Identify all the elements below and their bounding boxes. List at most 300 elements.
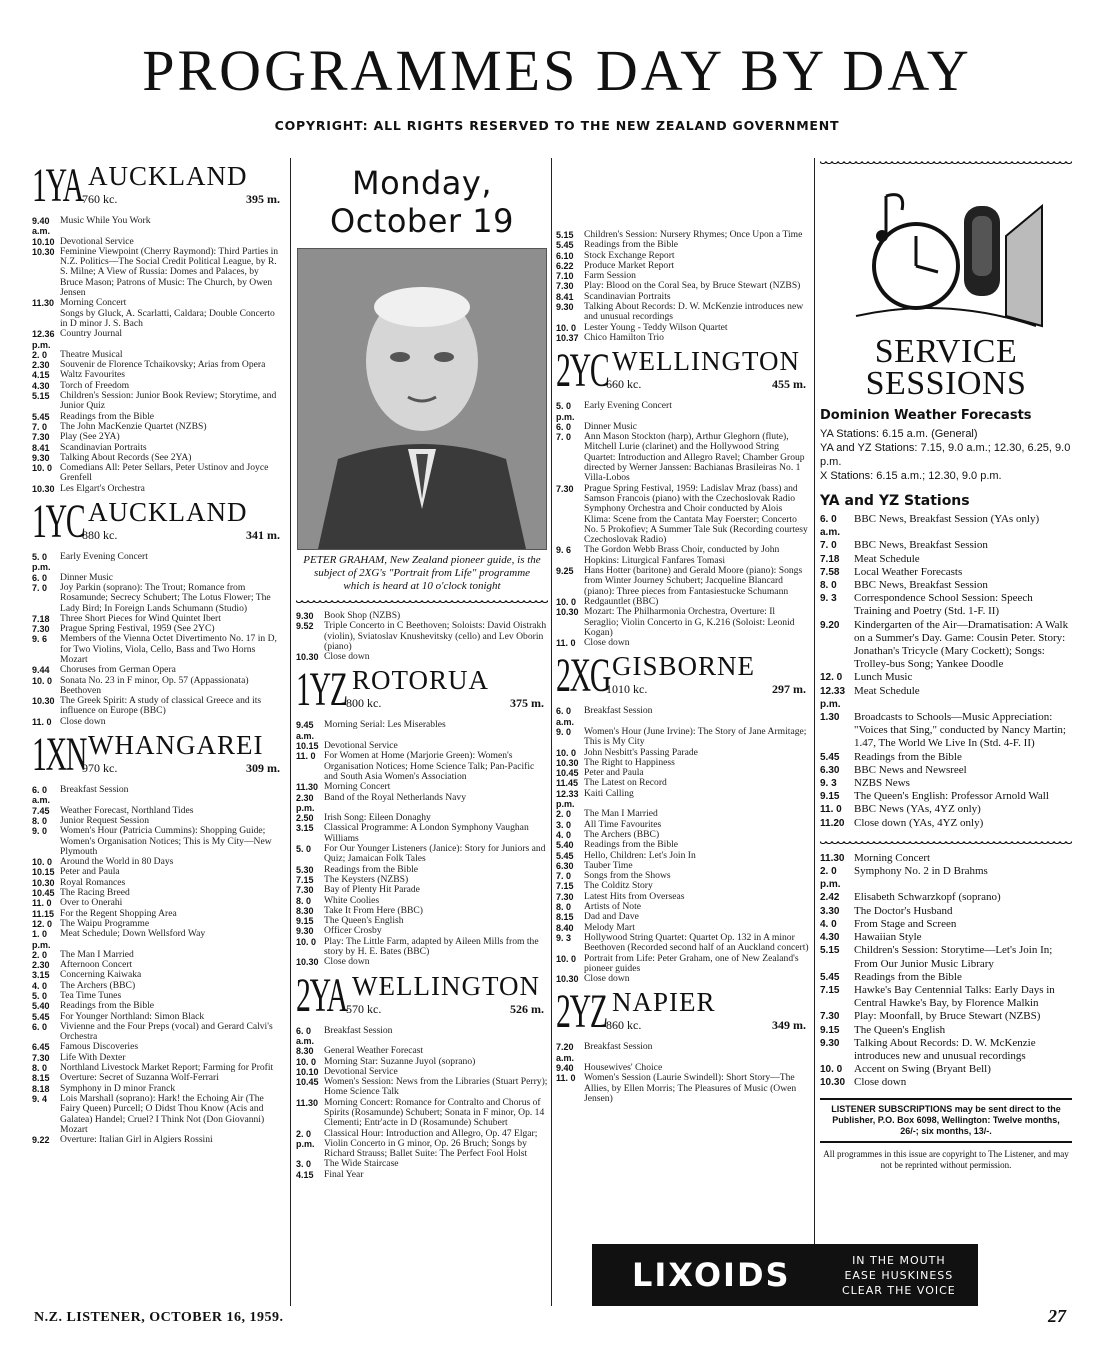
column-1 xyxy=(32,158,284,1306)
programme-title: Junior Request Session xyxy=(60,814,150,826)
programme-entry xyxy=(556,432,810,483)
programme-entry xyxy=(32,696,284,717)
column-rule xyxy=(814,158,815,1306)
programme-list xyxy=(556,230,810,343)
programme-time: 10.30 xyxy=(556,974,579,985)
programme-list xyxy=(556,1042,810,1104)
programme-title: Devotional Service xyxy=(324,1065,398,1077)
programme-list xyxy=(556,706,810,984)
service-title: Accent on Swing (Bryant Bell) xyxy=(854,1063,991,1076)
station-frequency: 760 kc. xyxy=(82,192,118,206)
programme-time: 10.30 xyxy=(556,757,579,768)
programme-entry xyxy=(556,840,810,850)
station-call-sign: 2YA xyxy=(296,968,347,1022)
programme-time: 10. 0 xyxy=(556,953,577,964)
programme-list xyxy=(32,785,284,1145)
service-time: 8. 0 xyxy=(820,580,837,592)
programme-time: 11. 0 xyxy=(32,898,52,909)
service-title: Close down (YAs, 4YZ only) xyxy=(854,816,984,829)
programme-time: 7.30 xyxy=(556,483,574,494)
programme-time: 7.30 xyxy=(556,281,574,292)
programme-time: 5. 0 xyxy=(32,991,48,1001)
programme-time: 4.15 xyxy=(32,370,50,381)
programme-title: Les Elgart's Orchestra xyxy=(60,482,145,494)
programme-title: Readings from the Bible xyxy=(584,839,679,851)
station-call-sign: 2XG xyxy=(556,649,611,703)
dateline: Monday, October 19 xyxy=(330,164,514,240)
programme-title: The Archers (BBC) xyxy=(584,828,660,840)
service-entry xyxy=(820,852,1072,865)
programme-title: Housewives' Choice xyxy=(584,1062,663,1073)
programme-title: Feminine Viewpoint (Cherry Raymond): Third Parties in N.Z. Politics—The Social Credit Political League, by R. S. Milne; A View of Russia: Domes and Palaces, by Bruce Mason; Patrons of Music: The Church, by Owen Jensen xyxy=(60,245,279,299)
programme-time: 8.30 xyxy=(296,1046,314,1057)
programme-time: 10. 0 xyxy=(556,747,577,758)
service-time: 9.20 xyxy=(820,619,840,631)
programme-time: 7.15 xyxy=(556,881,574,892)
station-header-2ya xyxy=(296,968,548,1022)
service-time: 12. 0 xyxy=(820,672,843,684)
programme-entry xyxy=(32,484,284,494)
programme-time: 10.15 xyxy=(296,741,319,752)
programme-time: 7.20 a.m. xyxy=(556,1042,575,1063)
programme-time: 8.15 xyxy=(556,912,574,923)
programme-title: Talking About Records (See 2YA) xyxy=(60,451,192,463)
programme-title: The John MacKenzie Quartet (NZBS) xyxy=(60,420,207,432)
service-entry xyxy=(820,1037,1072,1063)
programme-title: The Keysters (NZBS) xyxy=(324,873,409,885)
programme-time: 5.45 xyxy=(32,411,50,422)
programme-time: 5.45 xyxy=(32,1011,50,1022)
programme-entry xyxy=(556,333,810,343)
radio-clock-icon xyxy=(846,176,1046,336)
programme-title: Breakfast Session xyxy=(324,1024,393,1036)
service-time: 2.42 xyxy=(820,892,840,904)
programme-time: 9.30 xyxy=(32,452,50,463)
station-header-1xn xyxy=(32,728,284,782)
service-entry xyxy=(820,984,1072,1010)
programme-title: Torch of Freedom xyxy=(60,379,130,391)
programme-entry xyxy=(556,484,810,546)
programme-entry xyxy=(556,706,810,727)
programme-time: 5.15 xyxy=(556,230,574,240)
service-title: BBC News (YAs, 4YZ only) xyxy=(854,803,981,816)
programme-title: Peter and Paula xyxy=(584,767,644,779)
station-wavelength: 341 m. xyxy=(246,528,280,543)
service-entry xyxy=(820,751,1072,764)
programme-title: Weather Forecast, Northland Tides xyxy=(60,804,194,816)
divider xyxy=(820,160,1072,166)
programme-title: Concerning Kaiwaka xyxy=(60,969,142,981)
service-entry xyxy=(820,619,1072,672)
programme-time: 8.41 xyxy=(32,442,50,453)
programme-entry xyxy=(32,463,284,484)
programme-title: Over to Onerahi xyxy=(60,897,123,909)
station-city: WELLINGTON xyxy=(612,346,800,377)
programme-title: Mozart: The Philharmonia Orchestra, Overture: Il Seraglio; Violin Concerto in G, K.216 (Soloist: Leonid Kogan) xyxy=(584,606,795,638)
programme-title: Play (See 2YA) xyxy=(60,431,120,443)
service-time: 9.30 xyxy=(820,1037,840,1049)
programme-title: Choruses from German Opera xyxy=(60,664,176,676)
weather-line: YA and YZ Stations: 7.15, 9.0 a.m.; 12.30, 6.25, 9.0 p.m. xyxy=(820,442,1071,468)
service-title: Children's Session: Storytime—Let's Join In; From Our Junior Music Library xyxy=(854,944,1053,970)
programme-entry xyxy=(32,1094,284,1135)
service-title: Readings from the Bible xyxy=(854,970,962,983)
service-title: The Queen's English: Professor Arnold Wall xyxy=(854,790,1049,803)
programme-time: 7. 0 xyxy=(556,432,572,443)
programme-time: 7.30 xyxy=(32,432,50,443)
programme-title: Readings from the Bible xyxy=(60,410,155,422)
programme-time: 11.30 xyxy=(296,1097,319,1108)
station-frequency: 880 kc. xyxy=(82,528,118,543)
service-time: 11.30 xyxy=(820,852,845,864)
programme-entry xyxy=(556,401,810,422)
service-entry xyxy=(820,1063,1072,1076)
programme-title: Chico Hamilton Trio xyxy=(584,331,664,343)
programme-time: 10.30 xyxy=(32,877,55,888)
programme-title: Lester Young - Teddy Wilson Quartet xyxy=(584,321,728,333)
service-time: 9. 3 xyxy=(820,778,837,790)
station-wavelength: 309 m. xyxy=(246,761,280,776)
programme-title: Children's Session: Nursery Rhymes; Once Upon a Time xyxy=(584,229,803,240)
programme-time: 11. 0 xyxy=(556,638,576,649)
programme-title: Latest Hits from Overseas xyxy=(584,890,685,902)
programme-title: Meat Schedule; Down Wellsford Way xyxy=(60,928,206,940)
programme-title: Final Year xyxy=(324,1168,364,1180)
programme-time: 5.40 xyxy=(556,840,574,851)
service-time: 5.45 xyxy=(820,751,840,763)
programme-title: The Waipu Programme xyxy=(60,917,150,929)
programme-title: Famous Discoveries xyxy=(60,1041,139,1053)
programme-time: 5.15 xyxy=(32,391,50,402)
programme-time: 9.40 a.m. xyxy=(32,216,51,237)
programme-entry xyxy=(296,957,548,967)
programme-time: 5. 0 xyxy=(296,844,312,855)
programme-entry xyxy=(296,1026,548,1047)
programme-time: 9.22 xyxy=(32,1135,50,1146)
service-entry xyxy=(820,671,1072,684)
programme-time: 9.30 xyxy=(296,926,314,937)
programme-title: The Right to Happiness xyxy=(584,756,675,768)
programme-time: 10. 0 xyxy=(32,675,53,686)
service-entry xyxy=(820,905,1072,918)
programme-time: 7.10 xyxy=(556,271,574,282)
programme-time: 1. 0 p.m. xyxy=(32,929,51,950)
programme-title: Devotional Service xyxy=(324,740,398,752)
programme-time: 7.18 xyxy=(32,613,50,624)
service-time: 12.33 p.m. xyxy=(820,685,846,710)
station-frequency: 970 kc. xyxy=(82,761,118,776)
napier-list xyxy=(820,852,1072,1090)
programme-time: 9. 6 xyxy=(556,545,572,556)
programme-list xyxy=(32,552,284,727)
programme-time: 8.30 xyxy=(296,905,314,916)
programme-time: 2. 0 p.m. xyxy=(296,1128,315,1149)
programme-title: Life With Dexter xyxy=(60,1051,126,1063)
programme-time: 2. 0 xyxy=(556,809,572,820)
station-city: ROTORUA xyxy=(352,665,490,696)
programme-title: Women's Hour (June Irvine): The Story of Jane Armitage; This is My City xyxy=(584,725,807,748)
programme-entry xyxy=(556,566,810,597)
programme-time: 8. 0 xyxy=(32,1063,48,1074)
programme-title: Women's Hour (Patricia Cummins): Shopping Guide; Women's Organisation Notices; This is My City—New Plymouth xyxy=(60,825,272,857)
programme-title: Dad and Dave xyxy=(584,911,639,923)
weather-heading: Dominion Weather Forecasts xyxy=(820,408,1032,423)
service-entry xyxy=(820,777,1072,790)
programme-time: 10.10 xyxy=(296,1066,319,1077)
programme-entry xyxy=(296,793,548,814)
programme-time: 2. 0 xyxy=(32,349,48,360)
programme-time: 3.15 xyxy=(32,970,50,981)
service-time: 2. 0 p.m. xyxy=(820,866,841,891)
programme-title: All Time Favourites xyxy=(584,818,662,830)
service-time: 7.58 xyxy=(820,566,840,578)
programme-title: Band of the Royal Netherlands Navy xyxy=(324,791,467,803)
service-entry xyxy=(820,553,1072,566)
programme-time: 12.33 p.m. xyxy=(556,788,579,810)
programme-entry xyxy=(32,432,284,442)
station-header-1yz xyxy=(296,663,548,717)
programme-time: 9.15 xyxy=(296,916,314,927)
programme-time: 12. 0 xyxy=(32,918,53,929)
subscriptions-notice: LISTENER SUBSCRIPTIONS may be sent direct to the Publisher, P.O. Box 6098, Wellington: Twelve months, 26/-; six months, 13/-. xyxy=(820,1098,1072,1143)
programme-time: 5. 0 p.m. xyxy=(556,401,575,422)
programme-time: 8. 0 xyxy=(32,815,48,826)
programme-list xyxy=(296,720,548,967)
programme-title: Royal Romances xyxy=(60,876,126,888)
programme-time: 7. 0 xyxy=(32,582,48,593)
column-4 xyxy=(820,158,1072,1306)
service-time: 7. 0 xyxy=(820,540,837,552)
programme-entry xyxy=(296,1098,548,1129)
programme-time xyxy=(32,309,60,330)
programme-time: 4.30 xyxy=(32,380,50,391)
station-header-1yc xyxy=(32,495,284,549)
station-header-2yc xyxy=(556,344,810,398)
programme-title: Melody Mart xyxy=(584,921,635,933)
programme-time: 10.45 xyxy=(296,1077,319,1088)
station-wavelength: 526 m. xyxy=(510,1001,544,1016)
programme-time: 9.30 xyxy=(296,611,314,621)
programme-entry xyxy=(32,929,284,950)
programme-time: 10.30 xyxy=(32,696,55,707)
programme-title: Readings from the Bible xyxy=(324,863,419,875)
service-time: 9. 3 xyxy=(820,593,837,605)
programme-time: 6. 0 xyxy=(556,421,572,432)
programme-title: Morning Concert: Romance for Contralto and Chorus of Spirits (Rosamunde) Schubert; Sonata in F minor, Op. 14 Clementi; Entr'acte in D (Rosamunde) Schubert xyxy=(324,1096,545,1129)
programme-title: Readings from the Bible xyxy=(60,1000,155,1012)
programme-title: For Younger Northland: Simon Black xyxy=(60,1010,205,1022)
service-entry xyxy=(820,891,1072,904)
page-number: 27 xyxy=(1048,1306,1066,1326)
service-title: Talking About Records: D. W. McKenzie introduces new and unusual recordings xyxy=(854,1036,1036,1062)
service-title: Correspondence School Session: Speech Training and Poetry (Std. 1-F. II) xyxy=(854,592,1033,618)
copyright-line: COPYRIGHT: ALL RIGHTS RESERVED TO THE NEW ZEALAND GOVERNMENT xyxy=(274,118,840,133)
station-frequency: 860 kc. xyxy=(606,1018,642,1033)
programme-time: 9. 3 xyxy=(556,932,572,943)
service-time: 9.15 xyxy=(820,791,840,803)
station-call-sign: 1YA xyxy=(32,159,83,212)
service-title: The Doctor's Husband xyxy=(854,904,953,917)
programme-title: Breakfast Session xyxy=(60,784,129,796)
programme-title: Devotional Service xyxy=(60,235,134,247)
station-frequency: 1010 kc. xyxy=(606,682,648,697)
ad-slogan xyxy=(842,1253,956,1298)
programme-title: The Greek Spirit: A study of classical Greece and its influence on Europe (BBC) xyxy=(60,695,262,717)
service-time: 3.30 xyxy=(820,905,840,917)
divider xyxy=(820,840,1072,846)
programme-title: Afternoon Concert xyxy=(60,959,133,971)
programme-time: 6. 0 xyxy=(32,1021,48,1032)
programme-title: Dinner Music xyxy=(60,571,114,583)
programme-entry xyxy=(296,885,548,895)
programme-title: Prague Spring Festival, 1959 (See 2YC) xyxy=(60,623,215,635)
programme-time: 8.41 xyxy=(556,291,574,302)
programme-title: John Nesbitt's Passing Parade xyxy=(584,746,698,758)
service-title-line2: SESSIONS xyxy=(865,365,1027,402)
column-rule xyxy=(290,158,291,1306)
service-title: BBC News and Newsreel xyxy=(854,763,967,776)
programme-time: 10. 0 xyxy=(296,936,317,947)
service-entry xyxy=(820,865,1072,891)
programme-entry xyxy=(32,216,284,237)
station-city: AUCKLAND xyxy=(88,161,248,191)
service-title: Symphony No. 2 in D Brahms xyxy=(854,865,988,878)
copyright-notice: All programmes in this issue are copyright to The Listener, and may not be reprinted without permission. xyxy=(823,1148,1069,1170)
service-time: 6. 0 a.m. xyxy=(820,514,841,539)
service-time: 5.45 xyxy=(820,971,840,983)
programme-title: The Racing Breed xyxy=(60,887,130,899)
programme-entry xyxy=(296,1046,548,1056)
service-title: Hawke's Bay Centennial Talks: Early Days in Central Hawke's Bay, by Florence Malkin xyxy=(854,983,1055,1010)
programme-time: 10. 0 xyxy=(32,857,53,868)
ad-slogan-line: EASE HUSKINESS xyxy=(844,1268,954,1282)
service-entry xyxy=(820,711,1072,751)
service-entry xyxy=(820,790,1072,803)
programme-time: 7.30 xyxy=(32,1052,50,1063)
programme-title: The Colditz Story xyxy=(584,880,653,892)
programme-time: 8. 0 xyxy=(296,895,312,906)
service-time: 9.15 xyxy=(820,1024,840,1036)
programme-time: 4. 0 xyxy=(556,829,572,840)
programme-title: Northland Livestock Market Report; Farming for Profit xyxy=(60,1062,274,1074)
programme-time: 9.45 a.m. xyxy=(296,720,315,741)
programme-entry xyxy=(296,621,548,652)
page-headline: PROGRAMMES DAY BY DAY xyxy=(142,38,972,103)
programme-title: Artists of Note xyxy=(584,901,642,913)
programme-title: The Man I Married xyxy=(584,808,658,820)
station-frequency: 660 kc. xyxy=(606,377,642,392)
programme-title: Hollywood String Quartet: Quartet Op. 132 in A minor Beethoven (Recorded second half of an Auckland concert) xyxy=(584,931,809,954)
programme-title: Early Evening Concert xyxy=(584,400,672,412)
yayz-list xyxy=(820,513,1072,830)
programme-time: 5.40 xyxy=(32,1001,50,1012)
programme-list xyxy=(32,216,284,494)
programme-title: Talking About Records: D. W. McKenzie introduces new and unusual recordings xyxy=(584,301,804,323)
programme-title: Take It From Here (BBC) xyxy=(324,904,423,916)
programme-time: 6. 0 a.m. xyxy=(296,1025,315,1046)
programme-title: Produce Market Report xyxy=(584,259,675,271)
service-title: Local Weather Forecasts xyxy=(854,565,963,578)
programme-title: Farm Session xyxy=(584,270,636,282)
programme-entry xyxy=(296,1129,548,1160)
programme-title: Dinner Music xyxy=(584,420,638,432)
programme-title: Hans Hotter (baritone) and Gerald Moore (piano): Songs from Winter Journey Schubert; Jacqueline Blancard (piano): Three pieces from Fantasiestucke Schumann xyxy=(584,565,803,597)
programme-title: Tauber Time xyxy=(584,859,633,871)
programme-title: Songs by Gluck, A. Scarlatti, Caldara; Double Concerto in D minor J. S. Bach xyxy=(60,307,275,329)
programme-title: Vivienne and the Four Preps (vocal) and Gerard Calvi's Orchestra xyxy=(60,1020,273,1043)
programme-time: 6. 0 a.m. xyxy=(556,706,575,727)
programme-list xyxy=(296,611,548,662)
programme-title: The Gordon Webb Brass Choir, conducted by John Hopkins: Liturgical Fanfares Tomasi xyxy=(584,544,780,566)
programme-time: 8.40 xyxy=(556,922,574,933)
service-title: BBC News, Breakfast Session (YAs only) xyxy=(854,513,1040,525)
service-entry xyxy=(820,592,1072,618)
programme-title: Members of the Vienna Octet Divertimento No. 17 in D, for Two Violins, Viola, Cello, Bass and Two Horns Mozart xyxy=(60,633,277,665)
programme-title: Triple Concerto in C Beethoven; Soloists: David Oistrakh (violin), Sviatoslav Knushevitsky (cello) and Lev Oborin (piano) xyxy=(324,620,547,652)
programme-entry xyxy=(556,933,810,954)
programme-entry xyxy=(32,583,284,614)
station-header-1ya xyxy=(32,159,284,212)
programme-time: 9.40 xyxy=(556,1063,574,1073)
programme-time: 10.30 xyxy=(296,957,319,968)
programme-title: Country Journal xyxy=(60,328,123,340)
service-entry xyxy=(820,539,1072,552)
programme-entry xyxy=(556,974,810,984)
programme-title: Early Evening Concert xyxy=(60,551,148,563)
programme-time: 2.50 xyxy=(296,813,314,824)
radio-clock-illustration xyxy=(846,176,1046,336)
station-header-2xg xyxy=(556,649,810,703)
programme-time: 6.10 xyxy=(556,250,574,261)
programme-entry xyxy=(556,302,810,323)
programme-title: Morning Star: Suzanne Juyol (soprano) xyxy=(324,1055,476,1067)
service-time: 11.20 xyxy=(820,817,845,829)
programme-entry xyxy=(556,954,810,975)
station-frequency: 570 kc. xyxy=(346,1001,382,1016)
station-wavelength: 297 m. xyxy=(772,682,806,697)
service-title: Elisabeth Schwarzkopf (soprano) xyxy=(854,891,1001,904)
programme-time: 11. 0 xyxy=(32,716,52,727)
station-city: NAPIER xyxy=(612,987,716,1018)
programme-time: 9. 6 xyxy=(32,634,48,645)
programme-entry xyxy=(296,751,548,782)
service-title: Readings from the Bible xyxy=(854,750,962,763)
programme-time: 9.30 xyxy=(556,302,574,313)
programme-title: Book Shop (NZBS) xyxy=(324,610,401,621)
programme-title: Three Short Pieces for Wind Quintet Ibert xyxy=(60,612,221,624)
programme-title: Scandinavian Portraits xyxy=(60,441,147,453)
programme-title: The Man I Married xyxy=(60,948,134,960)
programme-title: Classical Programme: A London Symphony Vaughan Williams xyxy=(324,822,529,844)
programme-time: 11.45 xyxy=(556,778,579,789)
programme-time: 9. 4 xyxy=(32,1093,48,1104)
service-time: 4. 0 xyxy=(820,918,837,930)
programme-entry xyxy=(32,247,284,298)
programme-entry xyxy=(556,789,810,810)
programme-time: 10. 0 xyxy=(32,463,53,474)
programme-title: For Our Younger Listeners (Janice): Story for Juniors and Quiz; Jamaican Folk Tales xyxy=(324,843,546,865)
service-entry xyxy=(820,566,1072,579)
ad-brand: LIXOIDS xyxy=(632,1256,791,1294)
service-time: 6.30 xyxy=(820,764,840,776)
service-time: 7.30 xyxy=(820,1011,840,1023)
programme-title: Morning Concert xyxy=(60,297,127,309)
programme-title: Joy Parkin (soprano): The Trout; Romance from Rosamunde; Secrecy Schubert; The Lotus Flower; The Lady Bird; In Foreign Lands Schumann (Studio) xyxy=(60,581,271,614)
service-time: 5.15 xyxy=(820,945,840,957)
programme-time: 9.25 xyxy=(556,566,574,577)
programme-time: 9. 0 xyxy=(32,826,48,837)
programme-title: Overture: Secret of Suzanna Wolf-Ferrari xyxy=(60,1072,219,1084)
